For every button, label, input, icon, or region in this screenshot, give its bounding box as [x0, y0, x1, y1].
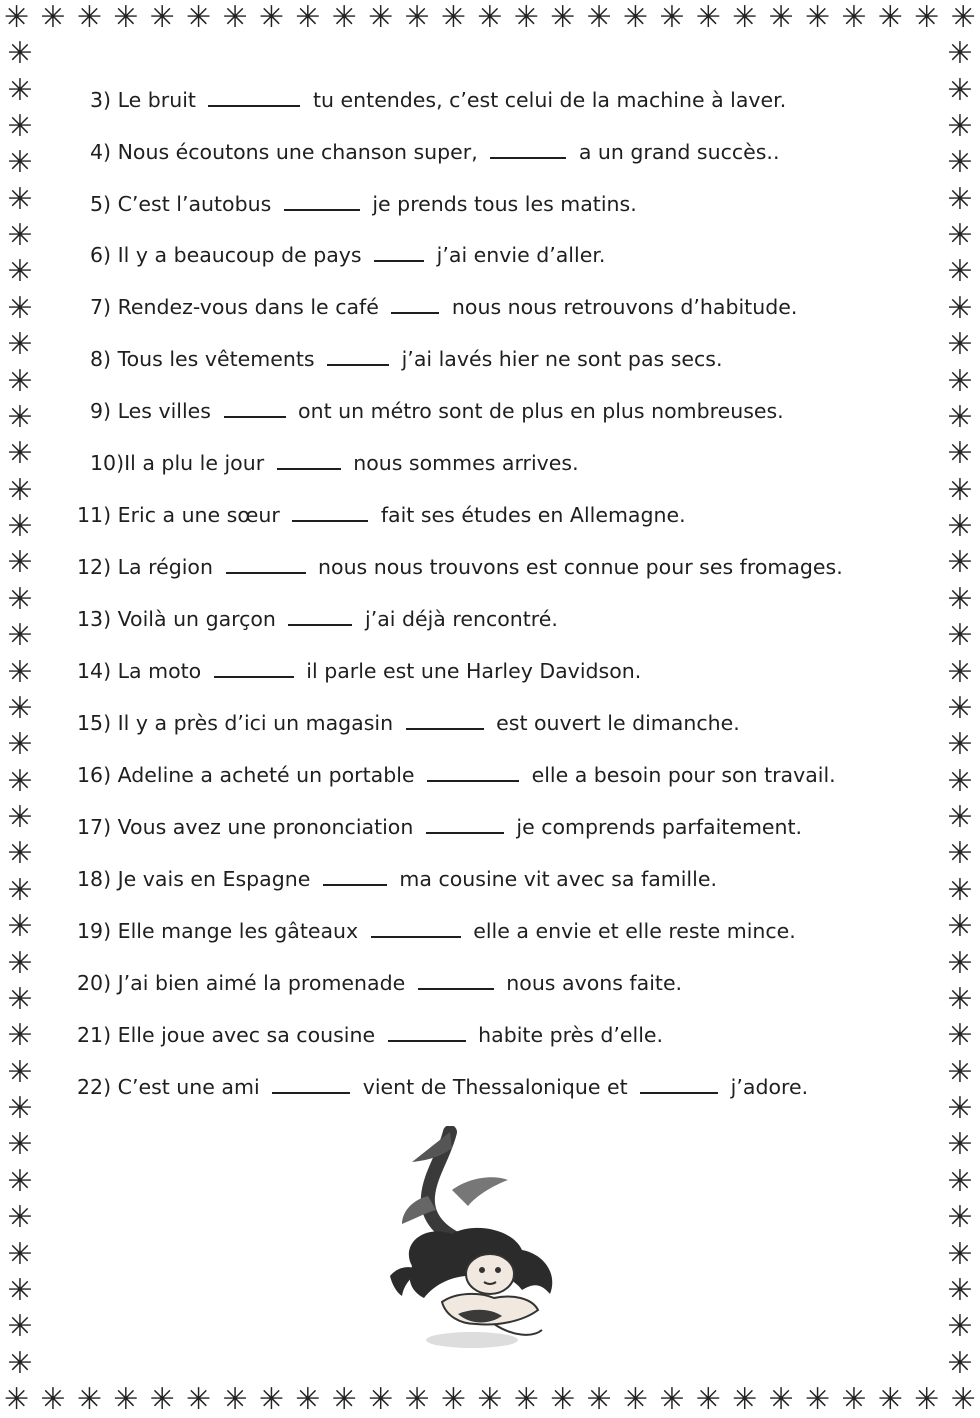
asterisk-ornament-icon: ✳: [76, 1382, 102, 1417]
sentence-4: [90, 140, 779, 164]
sentence-text: Le bruit: [117, 88, 196, 112]
asterisk-ornament-icon: ✳: [947, 218, 973, 254]
asterisk-ornament-icon: ✳: [186, 1382, 212, 1417]
sentence-text: j’ai envie d’aller.: [436, 243, 606, 267]
sentence-number: 19): [77, 919, 112, 943]
asterisk-ornament-icon: ✳: [947, 254, 973, 290]
asterisk-ornament-icon: ✳: [7, 1091, 33, 1127]
asterisk-ornament-icon: ✳: [947, 36, 973, 72]
sentence-12: [77, 555, 843, 579]
asterisk-ornament-icon: ✳: [7, 1054, 33, 1090]
sentence-number: 18): [77, 867, 112, 891]
asterisk-ornament-icon: ✳: [877, 0, 903, 35]
sentence-text: vient de Thessalonique et: [362, 1075, 628, 1099]
sentence-21: [77, 1023, 663, 1047]
sentence-text: tu entendes, c’est celui de la machine à laver.: [313, 88, 787, 112]
sentence-text: Il a plu le jour: [124, 451, 265, 475]
answer-blank[interactable]: [284, 208, 360, 211]
answer-blank[interactable]: [214, 675, 294, 678]
asterisk-ornament-icon: ✳: [76, 0, 102, 35]
asterisk-ornament-icon: ✳: [186, 0, 212, 35]
asterisk-ornament-icon: ✳: [804, 0, 831, 35]
asterisk-ornament-icon: ✳: [947, 327, 973, 363]
asterisk-ornament-icon: ✳: [258, 0, 284, 35]
sentence-14: [77, 659, 641, 683]
answer-blank[interactable]: [288, 623, 352, 626]
asterisk-ornament-icon: ✳: [947, 1200, 973, 1236]
asterisk-ornament-icon: ✳: [368, 0, 394, 35]
sentence-20: [77, 971, 682, 995]
answer-blank[interactable]: [640, 1091, 718, 1094]
asterisk-ornament-icon: ✳: [40, 0, 66, 35]
sentence-text: nous sommes arrives.: [353, 451, 579, 475]
asterisk-ornament-icon: ✳: [768, 1382, 794, 1417]
asterisk-ornament-icon: ✳: [513, 0, 539, 35]
asterisk-ornament-icon: ✳: [841, 1382, 867, 1417]
border-right: [940, 36, 980, 1382]
mermaid-illustration: [372, 1126, 572, 1358]
sentence-number: 8): [90, 347, 112, 371]
asterisk-ornament-icon: ✳: [586, 1382, 612, 1417]
sentence-15: [77, 711, 740, 735]
sentence-text: habite près d’elle.: [478, 1023, 664, 1047]
asterisk-ornament-icon: ✳: [947, 363, 973, 399]
asterisk-ornament-icon: ✳: [804, 1382, 831, 1417]
asterisk-ornament-icon: ✳: [947, 399, 973, 435]
asterisk-ornament-icon: ✳: [4, 1382, 30, 1417]
sentence-text: J’ai bien aimé la promenade: [117, 971, 406, 995]
asterisk-ornament-icon: ✳: [7, 509, 33, 545]
answer-blank[interactable]: [226, 571, 306, 574]
asterisk-ornament-icon: ✳: [7, 436, 33, 472]
asterisk-ornament-icon: ✳: [7, 36, 33, 72]
asterisk-ornament-icon: ✳: [947, 909, 973, 945]
asterisk-ornament-icon: ✳: [7, 763, 33, 799]
sentence-number: 10): [90, 451, 125, 475]
answer-blank[interactable]: [490, 156, 566, 159]
asterisk-ornament-icon: ✳: [695, 0, 721, 35]
border-top: [0, 0, 980, 36]
answer-blank[interactable]: [224, 415, 286, 418]
asterisk-ornament-icon: ✳: [947, 108, 973, 144]
sentence-text: Vous avez une prononciation: [117, 815, 414, 839]
sentence-text: Il y a près d’ici un magasin: [117, 711, 394, 735]
asterisk-ornament-icon: ✳: [4, 0, 30, 35]
sentence-10: [90, 451, 579, 475]
asterisk-ornament-icon: ✳: [947, 1236, 973, 1272]
asterisk-ornament-icon: ✳: [732, 0, 758, 35]
answer-blank[interactable]: [277, 467, 341, 470]
asterisk-ornament-icon: ✳: [477, 1382, 503, 1417]
sentence-text: C’est l’autobus: [117, 192, 272, 216]
sentence-text: nous avons faite.: [506, 971, 683, 995]
asterisk-ornament-icon: ✳: [947, 181, 973, 217]
asterisk-ornament-icon: ✳: [440, 1382, 467, 1417]
sentence-8: [90, 347, 722, 371]
asterisk-ornament-icon: ✳: [440, 0, 467, 35]
asterisk-ornament-icon: ✳: [368, 1382, 394, 1417]
sentence-number: 7): [90, 295, 112, 319]
sentence-text: Les villes: [117, 399, 211, 423]
sentence-text: Elle joue avec sa cousine: [117, 1023, 376, 1047]
asterisk-ornament-icon: ✳: [7, 145, 33, 181]
asterisk-ornament-icon: ✳: [947, 581, 973, 617]
asterisk-ornament-icon: ✳: [7, 1309, 33, 1345]
asterisk-ornament-icon: ✳: [947, 727, 973, 763]
sentence-11: [77, 503, 686, 527]
asterisk-ornament-icon: ✳: [258, 1382, 284, 1417]
sentence-text: fait ses études en Allemagne.: [380, 503, 686, 527]
sentence-text: elle a besoin pour son travail.: [531, 763, 836, 787]
answer-blank[interactable]: [374, 259, 424, 262]
sentence-text: est ouvert le dimanche.: [496, 711, 740, 735]
sentence-number: 13): [77, 607, 112, 631]
border-left: [0, 36, 40, 1382]
sentence-9: [90, 399, 784, 423]
answer-blank[interactable]: [406, 727, 484, 730]
asterisk-ornament-icon: ✳: [947, 290, 973, 326]
sentence-number: 12): [77, 555, 112, 579]
border-bottom: [0, 1382, 980, 1418]
sentence-number: 5): [90, 192, 112, 216]
sentence-number: 6): [90, 243, 112, 267]
asterisk-ornament-icon: ✳: [40, 1382, 66, 1417]
asterisk-ornament-icon: ✳: [950, 1382, 976, 1417]
asterisk-ornament-icon: ✳: [222, 0, 248, 35]
asterisk-ornament-icon: ✳: [947, 836, 973, 872]
sentence-5: [90, 192, 637, 216]
answer-blank[interactable]: [323, 883, 387, 886]
asterisk-ornament-icon: ✳: [947, 800, 973, 836]
answer-blank[interactable]: [371, 935, 461, 938]
asterisk-ornament-icon: ✳: [7, 800, 33, 836]
asterisk-ornament-icon: ✳: [7, 1163, 33, 1199]
asterisk-ornament-icon: ✳: [7, 327, 33, 363]
sentence-text: Rendez-vous dans le café: [117, 295, 379, 319]
asterisk-ornament-icon: ✳: [732, 1382, 758, 1417]
sentence-text: La région: [117, 555, 213, 579]
answer-blank[interactable]: [427, 779, 519, 782]
asterisk-ornament-icon: ✳: [947, 1272, 973, 1308]
asterisk-ornament-icon: ✳: [7, 581, 33, 617]
asterisk-ornament-icon: ✳: [622, 0, 649, 35]
sentence-text: nous nous trouvons est connue pour ses fromages.: [318, 555, 843, 579]
asterisk-ornament-icon: ✳: [947, 1309, 973, 1345]
sentence-number: 20): [77, 971, 112, 995]
asterisk-ornament-icon: ✳: [404, 1382, 430, 1417]
sentence-text: La moto: [117, 659, 202, 683]
sentence-number: 21): [77, 1023, 112, 1047]
asterisk-ornament-icon: ✳: [947, 690, 973, 726]
asterisk-ornament-icon: ✳: [7, 72, 33, 108]
sentence-number: 22): [77, 1075, 112, 1099]
asterisk-ornament-icon: ✳: [404, 0, 430, 35]
answer-blank[interactable]: [426, 831, 504, 834]
asterisk-ornament-icon: ✳: [7, 727, 33, 763]
asterisk-ornament-icon: ✳: [113, 0, 139, 35]
sentence-number: 16): [77, 763, 112, 787]
asterisk-ornament-icon: ✳: [7, 1127, 33, 1163]
sentence-text: elle a envie et elle reste mince.: [473, 919, 796, 943]
asterisk-ornament-icon: ✳: [877, 1382, 903, 1417]
sentence-text: Il y a beaucoup de pays: [117, 243, 362, 267]
asterisk-ornament-icon: ✳: [513, 1382, 539, 1417]
asterisk-ornament-icon: ✳: [7, 1200, 33, 1236]
sentence-text: a un grand succès..: [578, 140, 780, 164]
asterisk-ornament-icon: ✳: [947, 545, 973, 581]
asterisk-ornament-icon: ✳: [113, 1382, 139, 1417]
sentence-text: ma cousine vit avec sa famille.: [399, 867, 717, 891]
asterisk-ornament-icon: ✳: [947, 618, 973, 654]
asterisk-ornament-icon: ✳: [7, 872, 33, 908]
answer-blank[interactable]: [292, 519, 368, 522]
asterisk-ornament-icon: ✳: [947, 72, 973, 108]
asterisk-ornament-icon: ✳: [295, 1382, 321, 1417]
asterisk-ornament-icon: ✳: [7, 363, 33, 399]
asterisk-ornament-icon: ✳: [947, 872, 973, 908]
sentence-17: [77, 815, 802, 839]
sentence-text: Elle mange les gâteaux: [117, 919, 359, 943]
asterisk-ornament-icon: ✳: [659, 1382, 685, 1417]
sentence-6: [90, 243, 605, 267]
asterisk-ornament-icon: ✳: [149, 0, 175, 35]
sentence-22: [77, 1075, 808, 1099]
asterisk-ornament-icon: ✳: [947, 1163, 973, 1199]
sentence-text: ont un métro sont de plus en plus nombreuses.: [298, 399, 784, 423]
asterisk-ornament-icon: ✳: [695, 1382, 721, 1417]
sentence-text: Voilà un garçon: [117, 607, 276, 631]
asterisk-ornament-icon: ✳: [331, 0, 357, 35]
asterisk-ornament-icon: ✳: [7, 545, 33, 581]
asterisk-ornament-icon: ✳: [947, 763, 973, 799]
asterisk-ornament-icon: ✳: [659, 0, 685, 35]
asterisk-ornament-icon: ✳: [7, 399, 33, 435]
sentence-3: [90, 88, 786, 112]
asterisk-ornament-icon: ✳: [7, 1345, 33, 1381]
asterisk-ornament-icon: ✳: [7, 108, 33, 144]
asterisk-ornament-icon: ✳: [7, 909, 33, 945]
sentence-text: j’adore.: [730, 1075, 809, 1099]
sentence-text: Eric a une sœur: [117, 503, 280, 527]
asterisk-ornament-icon: ✳: [7, 945, 33, 981]
asterisk-ornament-icon: ✳: [550, 1382, 576, 1417]
asterisk-ornament-icon: ✳: [947, 1127, 973, 1163]
sentence-number: 9): [90, 399, 112, 423]
asterisk-ornament-icon: ✳: [7, 690, 33, 726]
asterisk-ornament-icon: ✳: [7, 1236, 33, 1272]
asterisk-ornament-icon: ✳: [947, 1054, 973, 1090]
asterisk-ornament-icon: ✳: [586, 0, 612, 35]
sentence-number: 14): [77, 659, 112, 683]
sentence-number: 4): [90, 140, 112, 164]
asterisk-ornament-icon: ✳: [7, 618, 33, 654]
asterisk-ornament-icon: ✳: [947, 945, 973, 981]
answer-blank[interactable]: [388, 1039, 466, 1042]
asterisk-ornament-icon: ✳: [947, 145, 973, 181]
sentence-text: Adeline a acheté un portable: [117, 763, 415, 787]
asterisk-ornament-icon: ✳: [7, 254, 33, 290]
asterisk-ornament-icon: ✳: [7, 181, 33, 217]
asterisk-ornament-icon: ✳: [768, 0, 794, 35]
asterisk-ornament-icon: ✳: [149, 1382, 175, 1417]
answer-blank[interactable]: [327, 363, 389, 366]
asterisk-ornament-icon: ✳: [947, 436, 973, 472]
asterisk-ornament-icon: ✳: [295, 0, 321, 35]
asterisk-ornament-icon: ✳: [331, 1382, 357, 1417]
asterisk-ornament-icon: ✳: [947, 981, 973, 1017]
asterisk-ornament-icon: ✳: [947, 654, 973, 690]
asterisk-ornament-icon: ✳: [950, 0, 976, 35]
answer-blank[interactable]: [391, 311, 439, 314]
sentence-number: 11): [77, 503, 112, 527]
asterisk-ornament-icon: ✳: [914, 1382, 940, 1417]
sentence-text: Nous écoutons une chanson super,: [117, 140, 478, 164]
asterisk-ornament-icon: ✳: [7, 836, 33, 872]
asterisk-ornament-icon: ✳: [7, 218, 33, 254]
asterisk-ornament-icon: ✳: [947, 1091, 973, 1127]
asterisk-ornament-icon: ✳: [7, 472, 33, 508]
sentence-19: [77, 919, 796, 943]
asterisk-ornament-icon: ✳: [7, 1018, 33, 1054]
sentence-16: [77, 763, 836, 787]
sentence-text: je prends tous les matins.: [372, 192, 637, 216]
sentence-number: 17): [77, 815, 112, 839]
sentence-text: il parle est une Harley Davidson.: [306, 659, 642, 683]
asterisk-ornament-icon: ✳: [7, 981, 33, 1017]
asterisk-ornament-icon: ✳: [914, 0, 940, 35]
answer-blank[interactable]: [208, 104, 300, 107]
asterisk-ornament-icon: ✳: [947, 1018, 973, 1054]
asterisk-ornament-icon: ✳: [7, 1272, 33, 1308]
sentence-text: Tous les vêtements: [117, 347, 315, 371]
sentence-text: Je vais en Espagne: [117, 867, 311, 891]
asterisk-ornament-icon: ✳: [947, 509, 973, 545]
sentence-text: C’est une ami: [117, 1075, 260, 1099]
asterisk-ornament-icon: ✳: [947, 472, 973, 508]
sentence-18: [77, 867, 717, 891]
sentence-text: j’ai déjà rencontré.: [365, 607, 558, 631]
sentence-text: nous nous retrouvons d’habitude.: [451, 295, 798, 319]
sentence-13: [77, 607, 558, 631]
asterisk-ornament-icon: ✳: [222, 1382, 248, 1417]
asterisk-ornament-icon: ✳: [550, 0, 576, 35]
asterisk-ornament-icon: ✳: [841, 0, 867, 35]
sentence-7: [90, 295, 797, 319]
asterisk-ornament-icon: ✳: [477, 0, 503, 35]
asterisk-ornament-icon: ✳: [7, 654, 33, 690]
answer-blank[interactable]: [418, 987, 494, 990]
sentence-number: 15): [77, 711, 112, 735]
asterisk-ornament-icon: ✳: [7, 290, 33, 326]
sentence-text: je comprends parfaitement.: [516, 815, 803, 839]
sentence-number: 3): [90, 88, 112, 112]
asterisk-ornament-icon: ✳: [947, 1345, 973, 1381]
sentence-text: j’ai lavés hier ne sont pas secs.: [401, 347, 723, 371]
asterisk-ornament-icon: ✳: [622, 1382, 649, 1417]
answer-blank[interactable]: [272, 1091, 350, 1094]
